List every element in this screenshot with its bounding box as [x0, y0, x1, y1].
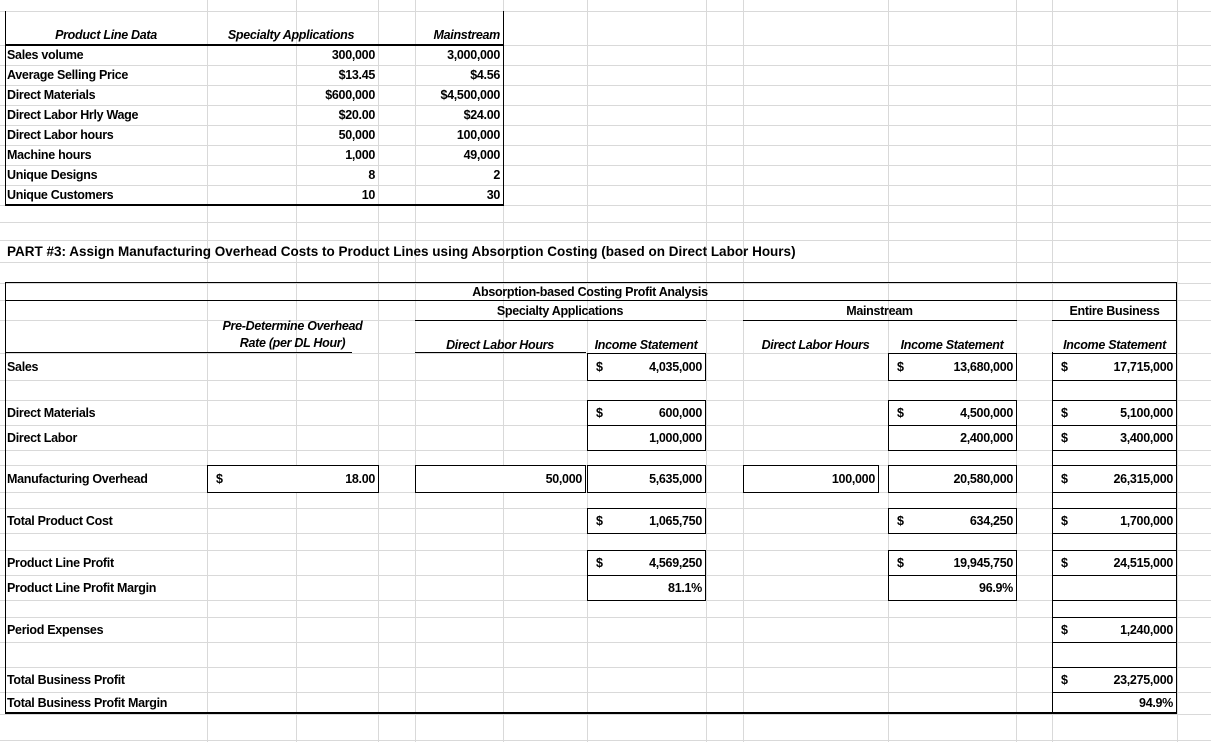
- entire-sales-value[interactable]: 17,715,000: [1113, 359, 1173, 374]
- mainstream-dm-value[interactable]: 4,500,000: [960, 405, 1013, 420]
- rate-header: [207, 318, 378, 352]
- currency-symbol: $: [216, 471, 223, 486]
- header-specialty: Specialty Applications: [227, 28, 355, 42]
- specialty-value[interactable]: 8: [368, 168, 375, 182]
- mainstream-value[interactable]: 100,000: [456, 128, 500, 142]
- mainstream-sales-value[interactable]: 13,680,000: [953, 359, 1013, 374]
- mainstream-dl-value[interactable]: 2,400,000: [960, 430, 1013, 445]
- row-label: Unique Designs: [7, 168, 98, 182]
- entire-underline: [1052, 320, 1177, 321]
- rate-header-underline: [207, 352, 352, 353]
- cell-border: [1052, 533, 1177, 534]
- specialty-header: Specialty Applications: [496, 303, 624, 318]
- row-label-plp: Product Line Profit: [7, 555, 114, 570]
- specialty-dl-value[interactable]: 1,000,000: [649, 430, 702, 445]
- currency-symbol: $: [897, 513, 904, 528]
- row-label: Unique Customers: [7, 188, 114, 202]
- entire-dl-value[interactable]: 3,400,000: [1120, 430, 1173, 445]
- mainstream-value[interactable]: 2: [493, 168, 500, 182]
- currency-symbol: $: [1061, 405, 1068, 420]
- mainstream-underline: [743, 320, 1017, 321]
- analysis-title: Absorption-based Costing Profit Analysis: [472, 284, 708, 299]
- analysis-border: [5, 282, 6, 714]
- gridline: [0, 642, 1211, 643]
- mainstream-tpc-value[interactable]: 634,250: [969, 513, 1013, 528]
- row-label: Machine hours: [7, 148, 92, 162]
- mainstream-moh-value[interactable]: 20,580,000: [953, 471, 1013, 486]
- currency-symbol: $: [1061, 672, 1068, 687]
- entire-income-header: Income Statement: [1063, 337, 1166, 352]
- mainstream-plpm-value[interactable]: 96.9%: [979, 580, 1013, 595]
- currency-symbol: $: [1061, 359, 1068, 374]
- row-label-tbpm: Total Business Profit Margin: [7, 696, 168, 710]
- specialty-value[interactable]: 1,000: [345, 148, 375, 162]
- specialty-dlh-header: Direct Labor Hours: [446, 337, 554, 352]
- mainstream-value[interactable]: $24.00: [463, 108, 500, 122]
- mainstream-value[interactable]: 49,000: [463, 148, 500, 162]
- mainstream-value[interactable]: $4,500,000: [440, 88, 500, 102]
- row-label: Direct Labor Hrly Wage: [7, 108, 139, 122]
- specialty-value[interactable]: $20.00: [338, 108, 375, 122]
- gridline: [0, 222, 1211, 223]
- gridline: [0, 262, 1211, 263]
- row-label-sales: Sales: [7, 359, 39, 374]
- row-label-plpm: Product Line Profit Margin: [7, 580, 157, 595]
- row-label-dm: Direct Materials: [7, 405, 96, 420]
- specialty-dm-value[interactable]: 600,000: [658, 405, 702, 420]
- mainstream-value[interactable]: $4.56: [470, 68, 500, 82]
- row-label-pe: Period Expenses: [7, 622, 104, 637]
- specialty-value[interactable]: $13.45: [338, 68, 375, 82]
- entire-tpc-value[interactable]: 1,700,000: [1120, 513, 1173, 528]
- mainstream-income-header: Income Statement: [900, 337, 1004, 352]
- entire-moh-value[interactable]: 26,315,000: [1113, 471, 1173, 486]
- currency-symbol: $: [1061, 513, 1068, 528]
- specialty-tpc-value[interactable]: 1,065,750: [649, 513, 702, 528]
- mainstream-dlh-header: Direct Labor Hours: [761, 337, 870, 352]
- currency-symbol: $: [897, 359, 904, 374]
- rate-value[interactable]: 18.00: [345, 471, 375, 486]
- entire-header: Entire Business: [1069, 303, 1160, 318]
- currency-symbol: $: [1061, 471, 1068, 486]
- rate-header-line2: Rate (per DL Hour): [239, 336, 346, 350]
- specialty-sales-value[interactable]: 4,035,000: [649, 359, 702, 374]
- gridline: [0, 740, 1211, 741]
- currency-symbol: $: [897, 555, 904, 570]
- gridline: [0, 714, 1211, 715]
- specialty-value[interactable]: 50,000: [338, 128, 375, 142]
- specialty-income-header: Income Statement: [594, 337, 698, 352]
- row-label: Direct Materials: [7, 88, 96, 102]
- row-label: Average Selling Price: [7, 68, 129, 82]
- table-border: [503, 11, 504, 205]
- mainstream-plp-value[interactable]: 19,945,750: [953, 555, 1013, 570]
- row-label: Sales volume: [7, 48, 84, 62]
- row-label-tbp: Total Business Profit: [7, 672, 125, 687]
- currency-symbol: $: [1061, 622, 1068, 637]
- entire-pe-value[interactable]: 1,240,000: [1120, 622, 1173, 637]
- specialty-value[interactable]: $600,000: [325, 88, 375, 102]
- dlh-underline: [415, 352, 586, 353]
- gridline: [0, 11, 1211, 12]
- entire-plp-value[interactable]: 24,515,000: [1113, 555, 1173, 570]
- gridline: [378, 0, 379, 742]
- rate-header-line1: Pre-Determine Overhead: [222, 319, 363, 333]
- mainstream-header: Mainstream: [846, 303, 913, 318]
- row-label-dl: Direct Labor: [7, 430, 78, 445]
- cell-border: [1052, 642, 1177, 643]
- specialty-value[interactable]: 300,000: [331, 48, 375, 62]
- cell-border: [1052, 450, 1177, 451]
- cell-border: [1052, 575, 1177, 576]
- currency-symbol: $: [1061, 555, 1068, 570]
- gridline: [1177, 0, 1178, 742]
- currency-symbol: $: [1061, 430, 1068, 445]
- mainstream-value[interactable]: 30: [486, 188, 500, 202]
- specialty-dlh-value[interactable]: 50,000: [545, 471, 582, 486]
- mainstream-value[interactable]: 3,000,000: [447, 48, 500, 62]
- specialty-plp-value[interactable]: 4,569,250: [649, 555, 702, 570]
- part-title: PART #3: Assign Manufacturing Overhead Costs to Product Lines using Absorption Costing (based on Direct Labor Hours): [7, 243, 796, 259]
- row-label: Direct Labor hours: [7, 128, 114, 142]
- cell-border: [1052, 492, 1177, 493]
- header-mainstream: Mainstream: [433, 28, 500, 42]
- specialty-value[interactable]: 10: [361, 188, 375, 202]
- entire-tbpm-value[interactable]: 94.9%: [1139, 696, 1173, 710]
- cell-border: [1052, 380, 1177, 381]
- row-label-moh: Manufacturing Overhead: [7, 471, 148, 486]
- gridline: [743, 0, 744, 742]
- specialty-underline: [415, 320, 706, 321]
- specialty-plpm-value[interactable]: 81.1%: [668, 580, 702, 595]
- currency-symbol: $: [596, 555, 603, 570]
- cell-border: [1052, 600, 1177, 601]
- row-label-tpc: Total Product Cost: [7, 513, 113, 528]
- gridline: [706, 0, 707, 742]
- mainstream-dlh-value[interactable]: 100,000: [831, 471, 875, 486]
- currency-symbol: $: [596, 405, 603, 420]
- currency-symbol: $: [596, 513, 603, 528]
- specialty-moh-value[interactable]: 5,635,000: [649, 471, 702, 486]
- entire-dm-value[interactable]: 5,100,000: [1120, 405, 1173, 420]
- currency-symbol: $: [596, 359, 603, 374]
- currency-symbol: $: [897, 405, 904, 420]
- entire-tbp-value[interactable]: 23,275,000: [1113, 672, 1173, 687]
- header-product-line-data: Product Line Data: [55, 28, 157, 42]
